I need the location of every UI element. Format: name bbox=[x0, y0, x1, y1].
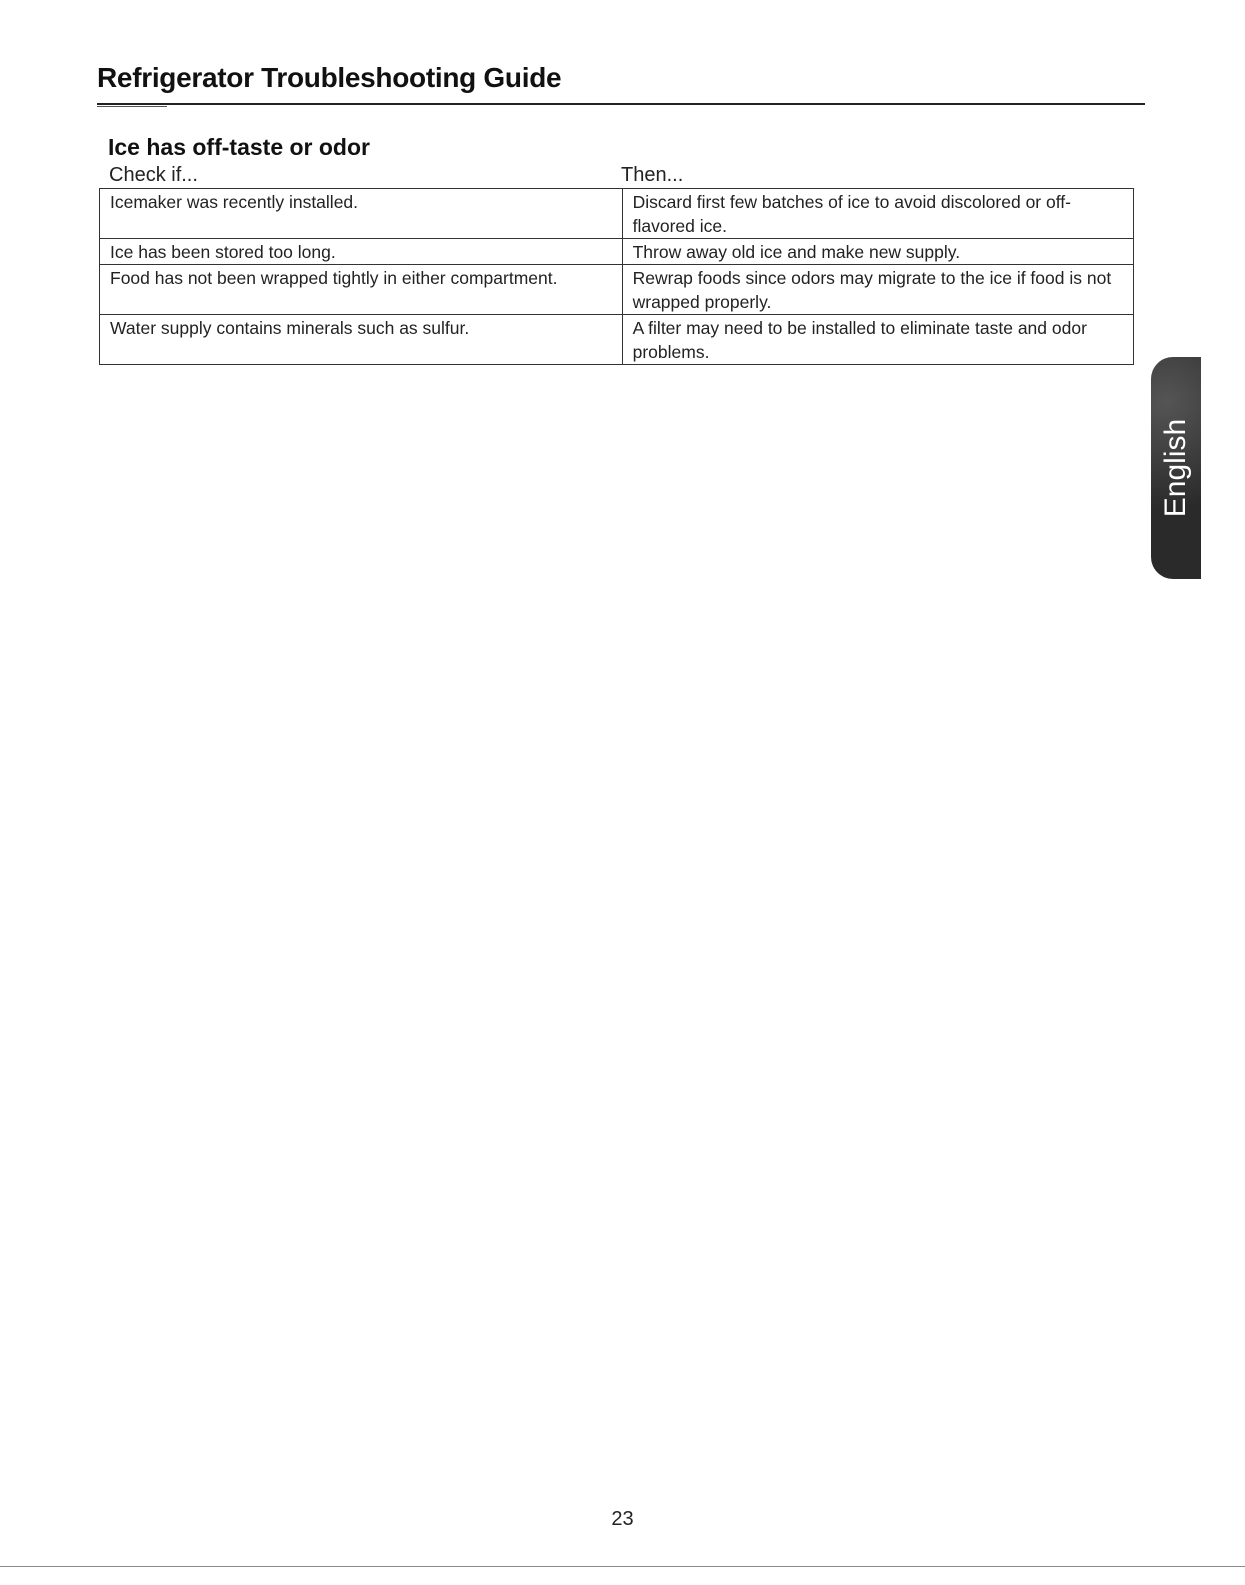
language-tab bbox=[1151, 357, 1201, 579]
troubleshooting-table bbox=[99, 188, 1134, 365]
page-number: 23 bbox=[611, 1508, 634, 1530]
title-divider bbox=[97, 103, 1145, 105]
check-if-header: Check if... bbox=[109, 164, 198, 186]
section-title: Ice has off-taste or odor bbox=[108, 134, 370, 160]
bottom-divider bbox=[0, 1566, 1245, 1567]
cause-cell: Ice has been stored too long. bbox=[100, 239, 623, 265]
page-title: Refrigerator Troubleshooting Guide bbox=[97, 62, 562, 93]
table-row bbox=[100, 189, 1134, 239]
cause-cell: Icemaker was recently installed. bbox=[100, 189, 623, 239]
table-row bbox=[100, 315, 1134, 365]
table-row bbox=[100, 265, 1134, 315]
cause-cell: Food has not been wrapped tightly in either compartment. bbox=[100, 265, 623, 315]
table-row bbox=[100, 239, 1134, 265]
remedy-cell: Throw away old ice and make new supply. bbox=[622, 239, 1133, 265]
then-header: Then... bbox=[621, 164, 684, 186]
title-underline-accent bbox=[97, 106, 167, 107]
cause-cell: Water supply contains minerals such as sulfur. bbox=[100, 315, 623, 365]
remedy-cell: Discard first few batches of ice to avoid discolored or off-flavored ice. bbox=[622, 189, 1133, 239]
language-tab-label: English bbox=[1159, 418, 1192, 518]
remedy-cell: Rewrap foods since odors may migrate to the ice if food is not wrapped properly. bbox=[622, 265, 1133, 315]
remedy-cell: A filter may need to be installed to eliminate taste and odor problems. bbox=[622, 315, 1133, 365]
